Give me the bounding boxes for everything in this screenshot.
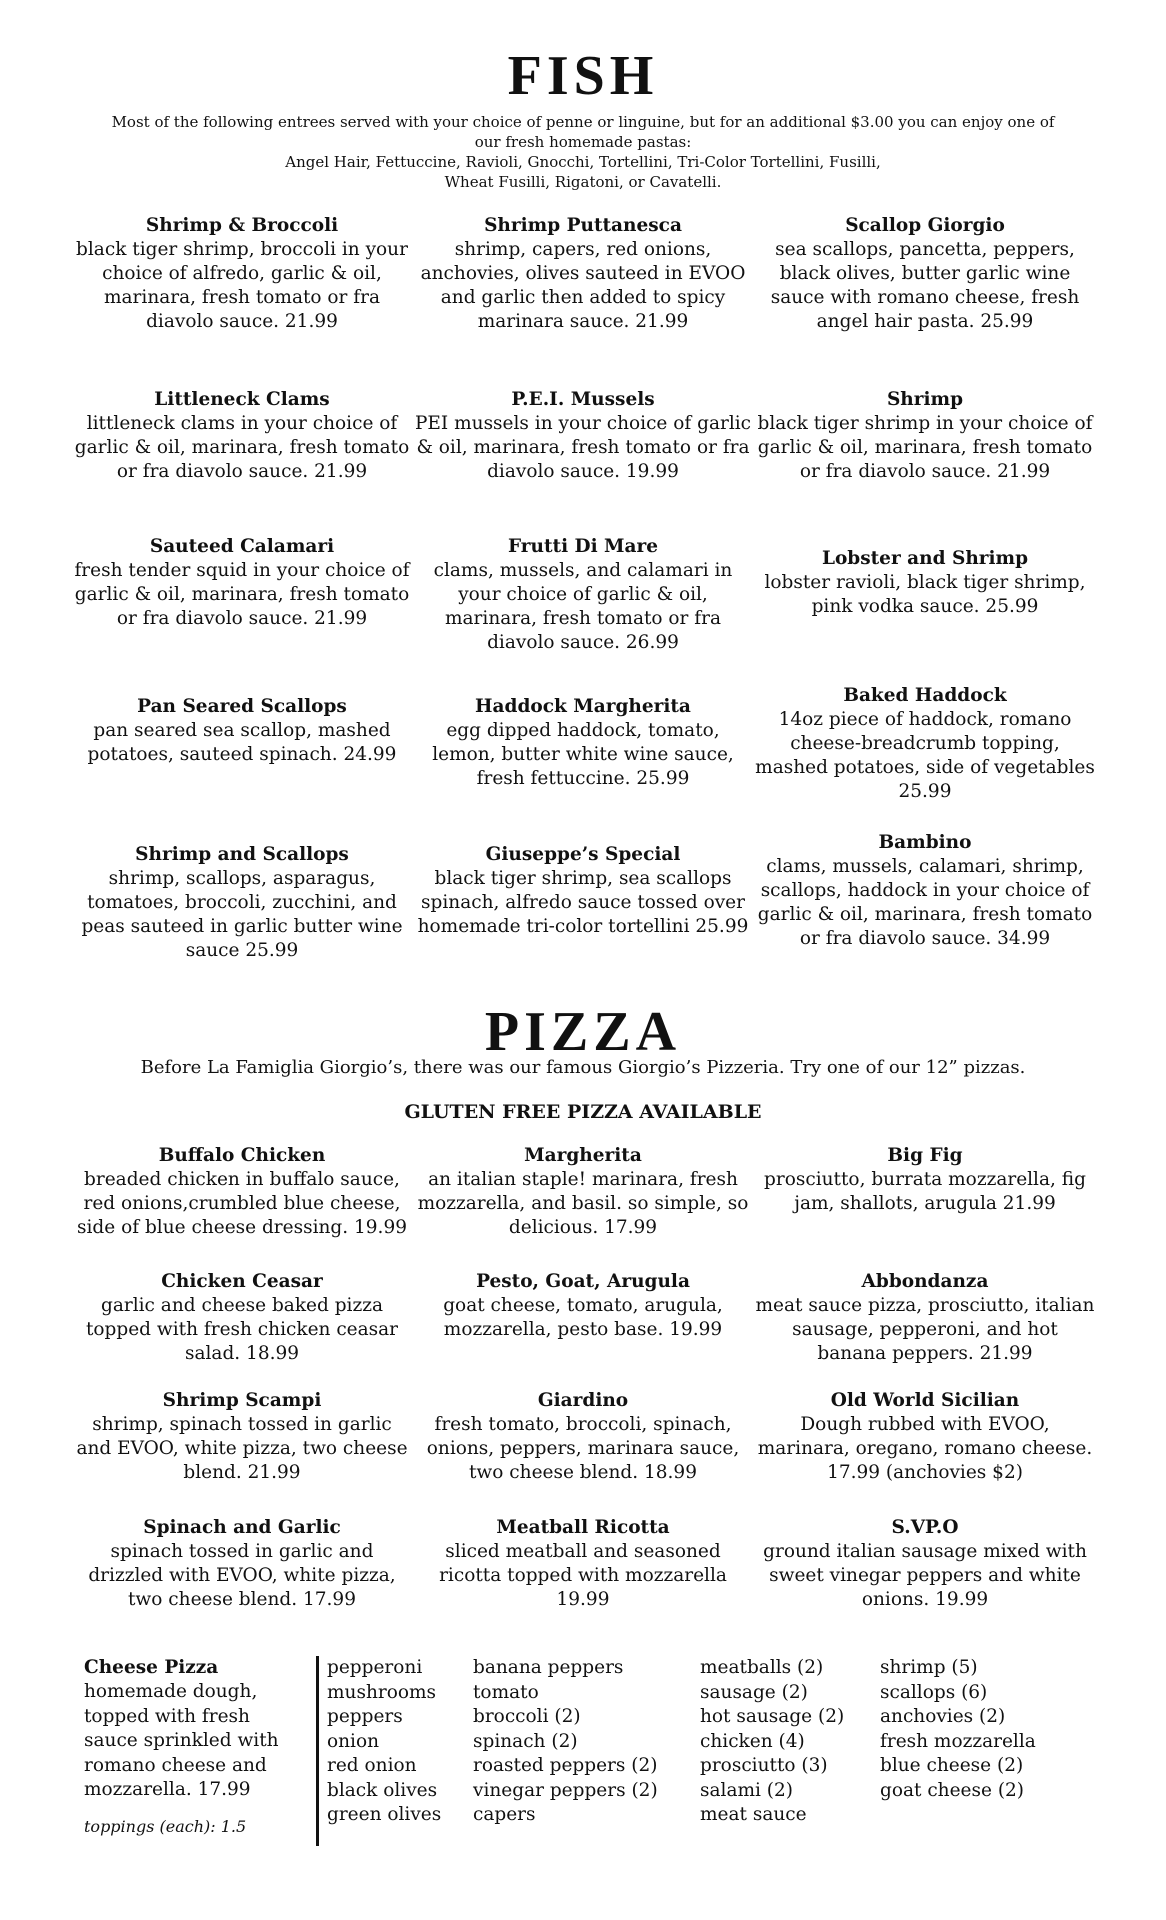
fish-section-title: FISH xyxy=(507,45,659,107)
item-name: Abbondanza xyxy=(861,1271,989,1292)
item-description: sliced meatball and seasoned ricotta topped with mozzarella 19.99 xyxy=(439,1541,727,1610)
item-name: Shrimp xyxy=(886,389,964,410)
item-description: shrimp, spinach tossed in garlic and EVOO, white pizza, two cheese blend. 21.99 xyxy=(76,1414,408,1483)
item-name: P.E.I. Mussels xyxy=(511,389,655,410)
fish-intro xyxy=(70,112,1096,192)
menu-item xyxy=(72,214,412,334)
toppings-column xyxy=(700,1656,844,1828)
menu-item xyxy=(72,1144,412,1240)
menu-item xyxy=(413,1389,753,1485)
item-name: Chicken Ceasar xyxy=(161,1271,323,1292)
item-description: meat sauce pizza, prosciutto, italian sausage, pepperoni, and hot banana peppers. 21.99 xyxy=(755,1295,1095,1364)
item-name: Bambino xyxy=(878,832,972,853)
item-description: pan seared sea scallop, mashed potatoes, sauteed spinach. 24.99 xyxy=(87,720,397,765)
menu-item xyxy=(72,843,412,963)
menu-item xyxy=(755,547,1095,619)
item-description: black tiger shrimp in your choice of garlic & oil, marinara, fresh tomato or fra diavolo sauce. 21.99 xyxy=(757,413,1093,482)
menu-item xyxy=(755,1389,1095,1485)
menu-item xyxy=(413,1270,753,1342)
item-description: 14oz piece of haddock, romano cheese-breadcrumb topping, mashed potatoes, side of vegetables 25.99 xyxy=(755,709,1095,802)
cheese-pizza-item xyxy=(84,1656,304,1803)
toppings-price-note: toppings (each): 1.5 xyxy=(84,1817,247,1836)
topping-item: vinegar peppers (2) xyxy=(473,1779,658,1801)
item-name: Shrimp and Scallops xyxy=(135,844,349,865)
item-description: PEI mussels in your choice of garlic & oil, marinara, fresh tomato or fra diavolo sauce. 19.99 xyxy=(414,413,752,482)
menu-item xyxy=(413,535,753,655)
topping-item: sausage (2) xyxy=(700,1681,808,1703)
toppings-column xyxy=(880,1656,1036,1803)
menu-item xyxy=(413,843,753,939)
menu-item xyxy=(755,1144,1095,1216)
item-description: sea scallops, pancetta, peppers, black olives, butter garlic wine sauce with romano cheese, fresh angel hair pasta. 25.99 xyxy=(770,239,1080,332)
menu-item xyxy=(413,214,753,334)
fish-intro-line: Angel Hair, Fettuccine, Ravioli, Gnocchi, Tortellini, Tri-Color Tortellini, Fusilli, xyxy=(285,153,881,171)
fish-intro-line: Wheat Fusilli, Rigatoni, or Cavatelli. xyxy=(444,173,722,191)
item-description: Dough rubbed with EVOO, marinara, oregano, romano cheese. 17.99 (anchovies $2) xyxy=(757,1414,1093,1483)
menu-item xyxy=(72,1516,412,1612)
item-name: Old World Sicilian xyxy=(830,1390,1020,1411)
item-name: Pan Seared Scallops xyxy=(137,696,347,717)
topping-item: shrimp (5) xyxy=(880,1657,978,1678)
menu-item xyxy=(755,388,1095,484)
item-description: lobster ravioli, black tiger shrimp, pink vodka sauce. 25.99 xyxy=(764,572,1086,617)
item-description: spinach tossed in garlic and drizzled with EVOO, white pizza, two cheese blend. 17.99 xyxy=(88,1541,396,1610)
topping-item: pepperoni xyxy=(327,1657,423,1678)
menu-item xyxy=(413,1516,753,1612)
pizza-intro: Before La Famiglia Giorgio’s, there was our famous Giorgio’s Pizzeria. Try one of our 12” pizzas. xyxy=(140,1057,1026,1078)
topping-item: roasted peppers (2) xyxy=(473,1755,658,1776)
item-name: Spinach and Garlic xyxy=(143,1517,341,1538)
menu-item xyxy=(72,388,412,484)
topping-item: scallops (6) xyxy=(880,1681,988,1703)
item-name: Pesto, Goat, Arugula xyxy=(476,1271,690,1292)
gluten-free-notice: GLUTEN FREE PIZZA AVAILABLE xyxy=(404,1101,762,1123)
menu-item xyxy=(72,1389,412,1485)
item-description: littleneck clams in your choice of garlic & oil, marinara, fresh tomato or fra diavolo sauce. 21.99 xyxy=(74,413,410,482)
topping-item: salami (2) xyxy=(700,1779,794,1801)
menu-item xyxy=(72,1270,412,1366)
item-description: black tiger shrimp, sea scallops spinach, alfredo sauce tossed over homemade tri-color tortellini 25.99 xyxy=(417,868,749,937)
topping-item: anchovies (2) xyxy=(880,1706,1006,1727)
topping-item: chicken (4) xyxy=(700,1730,805,1752)
item-name: Shrimp & Broccoli xyxy=(145,215,339,236)
item-description: egg dipped haddock, tomato, lemon, butter white wine sauce, fresh fettuccine. 25.99 xyxy=(432,720,734,789)
topping-item: banana peppers xyxy=(473,1657,624,1678)
topping-item: mushrooms xyxy=(327,1681,437,1703)
menu-item xyxy=(755,684,1095,804)
menu-item xyxy=(755,214,1095,334)
topping-item: prosciutto (3) xyxy=(700,1755,828,1776)
item-description: clams, mussels, calamari, shrimp, scallops, haddock in your choice of garlic & oil, marinara, fresh tomato or fra diavolo sauce. 34.99 xyxy=(757,856,1093,949)
item-description: clams, mussels, and calamari in your choice of garlic & oil, marinara, fresh tomato or fra diavolo sauce. 26.99 xyxy=(433,560,733,653)
item-description: homemade dough, topped with fresh sauce sprinkled with romano cheese and mozzarella. 17.99 xyxy=(84,1681,279,1800)
item-name: Frutti Di Mare xyxy=(507,536,659,557)
topping-item: blue cheese (2) xyxy=(880,1755,1024,1776)
topping-item: peppers xyxy=(327,1706,403,1727)
topping-item: green olives xyxy=(327,1804,442,1825)
item-description: an italian staple! marinara, fresh mozzarella, and basil. so simple, so delicious. 17.99 xyxy=(417,1169,749,1238)
menu-item xyxy=(413,695,753,791)
menu-item xyxy=(413,1144,753,1240)
toppings-column xyxy=(327,1656,441,1828)
item-name: S.VP.O xyxy=(891,1517,959,1538)
item-description: ground italian sausage mixed with sweet vinegar peppers and white onions. 19.99 xyxy=(763,1541,1087,1610)
item-description: goat cheese, tomato, arugula, mozzarella, pesto base. 19.99 xyxy=(443,1295,723,1340)
fish-intro-line: our fresh homemade pastas: xyxy=(474,133,692,151)
item-name: Baked Haddock xyxy=(843,685,1007,706)
topping-item: hot sausage (2) xyxy=(700,1706,845,1727)
item-description: shrimp, scallops, asparagus, tomatoes, broccoli, zucchini, and peas sauteed in garlic butter wine sauce 25.99 xyxy=(81,868,403,961)
item-description: prosciutto, burrata mozzarella, fig jam, shallots, arugula 21.99 xyxy=(764,1169,1086,1214)
item-name: Sauteed Calamari xyxy=(149,536,335,557)
item-name: Shrimp Puttanesca xyxy=(484,215,682,236)
item-name: Shrimp Scampi xyxy=(162,1390,322,1411)
topping-item: goat cheese (2) xyxy=(880,1779,1025,1801)
item-description: shrimp, capers, red onions, anchovies, olives sauteed in EVOO and garlic then added to spicy marinara sauce. 21.99 xyxy=(420,239,746,332)
fish-intro-line: Most of the following entrees served with your choice of penne or linguine, but for an additional $3.00 you can enjoy one of xyxy=(111,113,1055,131)
item-name: Lobster and Shrimp xyxy=(821,548,1029,569)
menu-item xyxy=(72,695,412,767)
item-name: Giuseppe’s Special xyxy=(485,844,681,865)
item-name: Big Fig xyxy=(887,1145,963,1166)
topping-item: capers xyxy=(473,1804,536,1825)
topping-item: tomato xyxy=(473,1681,539,1703)
menu-item xyxy=(413,388,753,484)
topping-item: meat sauce xyxy=(700,1804,807,1825)
menu-item xyxy=(755,1270,1095,1366)
toppings-column xyxy=(473,1656,658,1828)
menu-item xyxy=(72,535,412,631)
topping-item: red onion xyxy=(327,1755,417,1776)
topping-item: fresh mozzarella xyxy=(880,1730,1036,1752)
topping-item: black olives xyxy=(327,1779,438,1801)
item-name: Giardino xyxy=(537,1390,629,1411)
item-description: garlic and cheese baked pizza topped with fresh chicken ceasar salad. 18.99 xyxy=(85,1295,399,1364)
topping-item: onion xyxy=(327,1730,380,1752)
item-name: Littleneck Clams xyxy=(154,389,330,410)
menu-item xyxy=(755,1516,1095,1612)
item-name: Margherita xyxy=(524,1145,642,1166)
item-name: Buffalo Chicken xyxy=(158,1145,326,1166)
menu-item xyxy=(755,831,1095,951)
toppings-divider xyxy=(316,1656,319,1846)
pizza-section-title: PIZZA xyxy=(484,1001,682,1063)
topping-item: broccoli (2) xyxy=(473,1706,581,1727)
item-description: fresh tomato, broccoli, spinach, onions, peppers, marinara sauce, two cheese blend. 18.99 xyxy=(426,1414,740,1483)
item-name: Haddock Margherita xyxy=(475,696,691,717)
item-name: Meatball Ricotta xyxy=(496,1517,670,1538)
item-description: black tiger shrimp, broccoli in your choice of alfredo, garlic & oil, marinara, fresh tomato or fra diavolo sauce. 21.99 xyxy=(76,239,408,332)
item-description: fresh tender squid in your choice of garlic & oil, marinara, fresh tomato or fra diavolo sauce. 21.99 xyxy=(74,560,410,629)
item-description: breaded chicken in buffalo sauce, red onions,crumbled blue cheese, side of blue cheese dressing. 19.99 xyxy=(77,1169,407,1238)
topping-item: meatballs (2) xyxy=(700,1657,824,1678)
topping-item: spinach (2) xyxy=(473,1730,578,1752)
item-name: Scallop Giorgio xyxy=(845,215,1005,236)
item-name: Cheese Pizza xyxy=(84,1657,219,1678)
